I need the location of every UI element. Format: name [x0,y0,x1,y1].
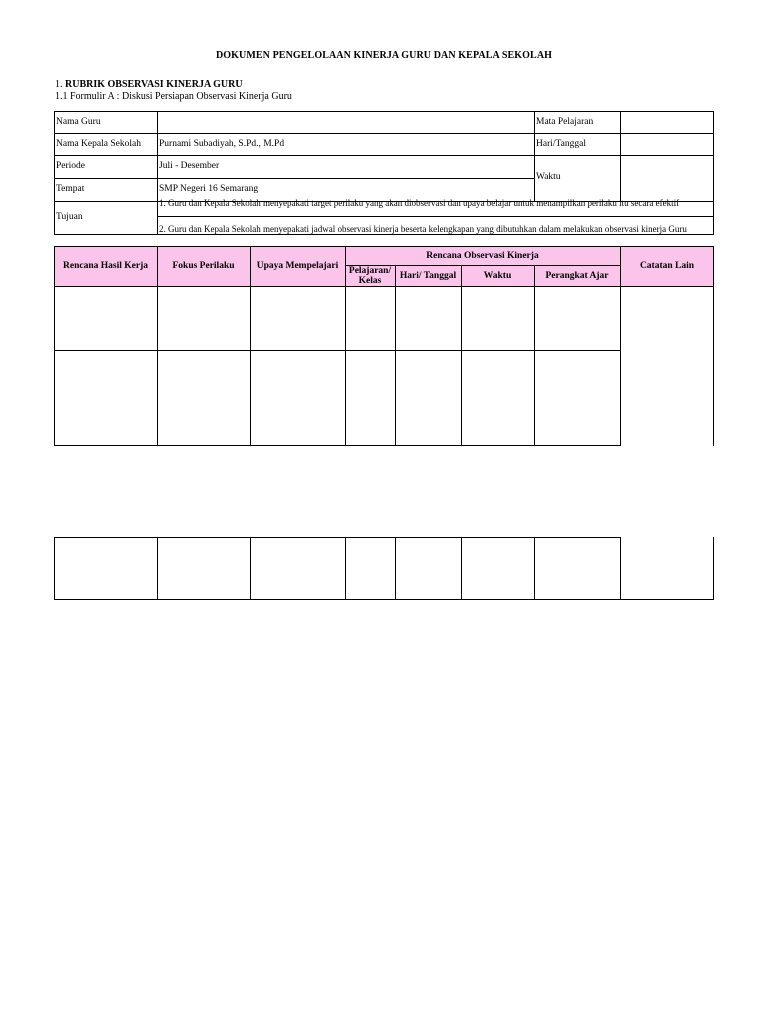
kepala-sekolah-value[interactable]: Purnami Subadiyah, S.Pd., M.Pd [159,139,285,149]
tempat-label: Tempat [56,184,85,194]
header-rencana-observasi: Rencana Observasi Kinerja [345,246,620,265]
header-pelajaran-line1: Pelajaran/ [348,265,392,276]
header-pelajaran-line2: Kelas [358,275,382,286]
tujuan-item-1: 1. Guru dan Kepala Sekolah menyepakati target perilaku yang akan diobservasi dan upaya belajar untuk menampilkan perilaku itu secara efektif [159,198,680,208]
header-rencana-hasil-kerja: Rencana Hasil Kerja [54,246,157,286]
section-number: 1. [55,79,63,90]
periode-label: Periode [56,161,86,171]
document-title: DOKUMEN PENGELOLAAN KINERJA GURU DAN KEPALA SEKOLAH [215,50,553,61]
header-upaya-mempelajari: Upaya Mempelajari [250,246,345,286]
mata-pelajaran-label: Mata Pelajaran [536,117,594,127]
nama-guru-label: Nama Guru [56,117,101,127]
subsection-title: 1.1 Formulir A : Diskusi Persiapan Observasi Kinerja Guru [55,91,292,102]
header-perangkat-ajar: Perangkat Ajar [534,265,620,286]
observation-table [54,246,714,446]
observation-table-continuation [54,537,714,600]
header-catatan-lain: Catatan Lain [620,246,714,286]
info-table [54,111,714,235]
header-pelajaran-kelas [345,265,395,286]
table-cell[interactable] [55,538,157,599]
section-title: RUBRIK OBSERVASI KINERJA GURU [65,79,243,90]
header-waktu: Waktu [461,265,534,286]
waktu-label: Waktu [536,172,561,182]
header-fokus-perilaku: Fokus Perilaku [157,246,250,286]
tujuan-label: Tujuan [56,212,83,222]
table-cell[interactable] [55,351,157,445]
kepala-sekolah-label: Nama Kepala Sekolah [56,139,141,149]
hari-tanggal-label: Hari/Tanggal [536,139,586,149]
periode-value[interactable]: Juli - Desember [159,161,220,171]
tempat-value[interactable]: SMP Negeri 16 Semarang [159,184,259,194]
tujuan-item-2: 2. Guru dan Kepala Sekolah menyepakati jadwal observasi kinerja beserta kelengkapan yang dibutuhkan dalam melakukan observasi kinerja Guru [159,224,687,234]
table-cell[interactable] [55,287,157,350]
section-heading [55,79,243,90]
header-hari-tanggal: Hari/ Tanggal [395,265,461,286]
